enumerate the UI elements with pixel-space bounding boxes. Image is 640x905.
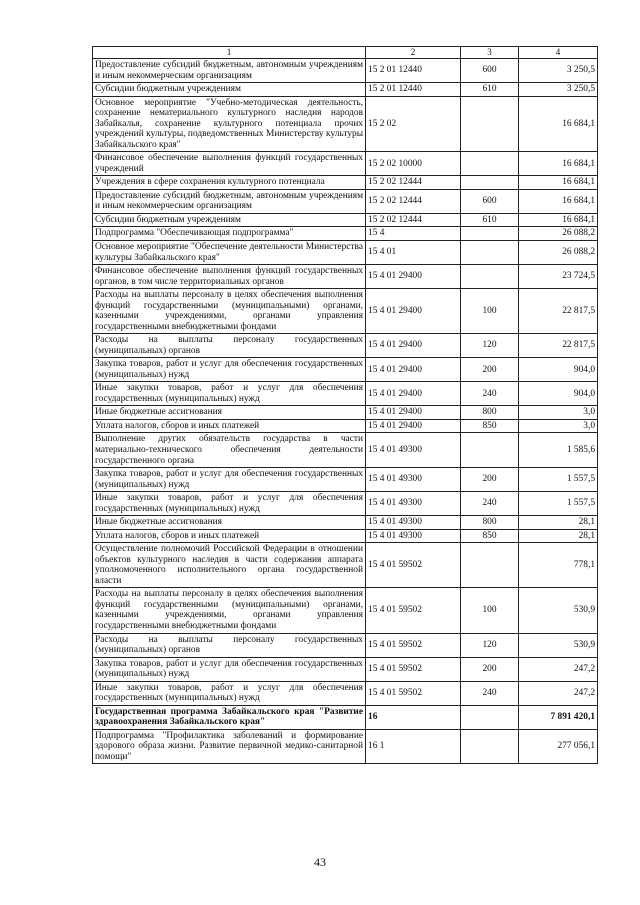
row-name-cell: Уплата налогов, сборов и иных платежей [93,419,366,433]
row-amount-cell: 16 684,1 [519,189,598,213]
row-name-cell: Расходы на выплаты персоналу государственных (муниципальных) органов [93,633,366,657]
row-type-cell: 100 [461,289,519,334]
row-type-cell: 610 [461,213,519,227]
row-amount-cell: 22 817,5 [519,334,598,358]
row-code-cell: 16 [366,705,461,729]
row-name-cell: Финансовое обеспечение выполнения функций государственных учреждений [93,152,366,176]
row-name-cell: Расходы на выплаты персоналу в целях обеспечения выполнения функций государственными (муниципальными) органами, казенными учреждениями, органами управления государственными внебюджетными фондами [93,588,366,633]
row-type-cell [461,96,519,152]
table-row [93,59,598,83]
table-row [93,289,598,334]
row-type-cell: 610 [461,83,519,97]
row-type-cell [461,176,519,190]
row-name-cell: Предоставление субсидий бюджетным, автономным учреждениям и иным некоммерческим организациям [93,189,366,213]
row-amount-cell: 22 817,5 [519,289,598,334]
row-code-cell: 15 4 01 59502 [366,657,461,681]
row-amount-cell: 28,1 [519,516,598,530]
row-amount-cell: 1 557,5 [519,492,598,516]
table-row [93,227,598,241]
row-name-cell: Иные бюджетные ассигнования [93,516,366,530]
row-code-cell: 15 4 01 49300 [366,492,461,516]
row-name-cell: Основное мероприятие "Обеспечение деятельности Министерства культуры Забайкальского края" [93,240,366,264]
row-type-cell [461,433,519,468]
row-code-cell: 15 4 01 29400 [366,382,461,406]
row-amount-cell: 247,2 [519,657,598,681]
table-row [93,406,598,420]
row-code-cell: 15 4 01 29400 [366,334,461,358]
row-type-cell [461,227,519,241]
row-name-cell: Субсидии бюджетным учреждениям [93,83,366,97]
row-name-cell: Учреждения в сфере сохранения культурного потенциала [93,176,366,190]
row-name-cell: Финансовое обеспечение выполнения функций государственных органов, в том числе территориальных органов [93,265,366,289]
row-type-cell: 240 [461,382,519,406]
row-type-cell: 800 [461,406,519,420]
row-name-cell: Иные закупки товаров, работ и услуг для обеспечения государственных (муниципальных) нужд [93,492,366,516]
row-code-cell: 15 4 01 59502 [366,681,461,705]
row-code-cell: 15 4 01 59502 [366,588,461,633]
table-row [93,265,598,289]
row-code-cell: 15 2 02 12444 [366,176,461,190]
row-type-cell: 120 [461,633,519,657]
row-type-cell [461,152,519,176]
row-name-cell: Осуществление полномочий Российской Федерации в отношении объектов культурного наследия в части содержания аппарата уполномоченного исполнительного органа государственной власти [93,543,366,588]
row-name-cell: Подпрограмма "Обеспечивающая подпрограмма" [93,227,366,241]
row-amount-cell: 3 250,5 [519,83,598,97]
row-code-cell: 15 2 01 12440 [366,83,461,97]
row-amount-cell: 247,2 [519,681,598,705]
row-code-cell: 15 4 01 59502 [366,633,461,657]
table-row [93,529,598,543]
row-amount-cell: 23 724,5 [519,265,598,289]
row-amount-cell: 7 891 420,1 [519,705,598,729]
row-name-cell: Расходы на выплаты персоналу в целях обеспечения выполнения функций государственными (муниципальными) органами, казенными учреждениями, органами управления государственными внебюджетными фондами [93,289,366,334]
row-type-cell: 240 [461,681,519,705]
row-amount-cell: 16 684,1 [519,96,598,152]
row-type-cell: 850 [461,529,519,543]
row-name-cell: Иные бюджетные ассигнования [93,406,366,420]
row-code-cell: 15 4 01 [366,240,461,264]
header-col-type: 3 [461,47,519,59]
table-row [93,433,598,468]
row-amount-cell: 904,0 [519,382,598,406]
row-type-cell: 200 [461,358,519,382]
row-code-cell: 15 2 02 12444 [366,189,461,213]
row-type-cell [461,729,519,764]
row-type-cell [461,240,519,264]
row-type-cell [461,265,519,289]
table-row [93,657,598,681]
row-type-cell: 800 [461,516,519,530]
table-row [93,382,598,406]
row-name-cell: Закупка товаров, работ и услуг для обеспечения государственных (муниципальных) нужд [93,358,366,382]
table-row [93,492,598,516]
row-type-cell: 200 [461,468,519,492]
page-number: 43 [314,855,326,869]
table-row [93,358,598,382]
row-amount-cell: 1 585,6 [519,433,598,468]
table-row [93,334,598,358]
table-row [93,176,598,190]
row-code-cell: 15 4 01 29400 [366,406,461,420]
table-row [93,588,598,633]
table-row [93,189,598,213]
row-type-cell [461,705,519,729]
header-col-code: 2 [366,47,461,59]
row-code-cell: 15 2 01 12440 [366,59,461,83]
row-type-cell: 600 [461,189,519,213]
table-row [93,240,598,264]
table-row [93,213,598,227]
row-code-cell: 16 1 [366,729,461,764]
row-code-cell: 15 4 01 29400 [366,419,461,433]
table-row [93,729,598,764]
table-row [93,468,598,492]
budget-table [92,46,598,764]
row-amount-cell: 26 088,2 [519,240,598,264]
row-code-cell: 15 4 01 49300 [366,433,461,468]
table-row [93,96,598,152]
row-type-cell: 200 [461,657,519,681]
row-type-cell: 240 [461,492,519,516]
row-amount-cell: 3,0 [519,419,598,433]
row-code-cell: 15 4 01 29400 [366,358,461,382]
row-amount-cell: 16 684,1 [519,213,598,227]
row-code-cell: 15 4 01 29400 [366,265,461,289]
table-row [93,705,598,729]
row-amount-cell: 26 088,2 [519,227,598,241]
row-name-cell: Иные закупки товаров, работ и услуг для обеспечения государственных (муниципальных) нужд [93,382,366,406]
row-amount-cell: 3,0 [519,406,598,420]
table-row [93,681,598,705]
row-name-cell: Закупка товаров, работ и услуг для обеспечения государственных (муниципальных) нужд [93,657,366,681]
row-amount-cell: 3 250,5 [519,59,598,83]
header-col-name: 1 [93,47,366,59]
row-code-cell: 15 2 02 [366,96,461,152]
row-name-cell: Государственная программа Забайкальского края "Развитие здравоохранения Забайкальского края" [93,705,366,729]
row-code-cell: 15 4 01 59502 [366,543,461,588]
row-name-cell: Субсидии бюджетным учреждениям [93,213,366,227]
row-amount-cell: 1 557,5 [519,468,598,492]
row-amount-cell: 277 056,1 [519,729,598,764]
row-amount-cell: 16 684,1 [519,152,598,176]
table-body [93,59,598,764]
row-name-cell: Основное мероприятие "Учебно-методическая деятельность, сохранение нематериального культурного наследия народов Забайкалья, сохранение культурного потенциала прочих учреждений культуры, подведомственных Министерству культуры Забайкальского края" [93,96,366,152]
row-name-cell: Предоставление субсидий бюджетным, автономным учреждениям и иным некоммерческим организациям [93,59,366,83]
table-row [93,633,598,657]
row-code-cell: 15 2 02 12444 [366,213,461,227]
row-code-cell: 15 4 01 29400 [366,289,461,334]
table-row [93,419,598,433]
row-amount-cell: 904,0 [519,358,598,382]
table-row [93,83,598,97]
row-name-cell: Уплата налогов, сборов и иных платежей [93,529,366,543]
row-name-cell: Подпрограмма "Профилактика заболеваний и формирование здорового образа жизни. Развитие первичной медико-санитарной помощи" [93,729,366,764]
row-type-cell: 850 [461,419,519,433]
table-row [93,152,598,176]
row-amount-cell: 778,1 [519,543,598,588]
row-name-cell: Иные закупки товаров, работ и услуг для обеспечения государственных (муниципальных) нужд [93,681,366,705]
table-row [93,516,598,530]
header-col-amount: 4 [519,47,598,59]
row-amount-cell: 16 684,1 [519,176,598,190]
row-amount-cell: 530,9 [519,633,598,657]
row-name-cell: Закупка товаров, работ и услуг для обеспечения государственных (муниципальных) нужд [93,468,366,492]
row-type-cell: 100 [461,588,519,633]
row-code-cell: 15 4 01 49300 [366,529,461,543]
row-type-cell: 600 [461,59,519,83]
row-type-cell: 120 [461,334,519,358]
header-row [93,47,598,59]
table-row [93,543,598,588]
row-type-cell [461,543,519,588]
row-code-cell: 15 2 02 10000 [366,152,461,176]
row-code-cell: 15 4 [366,227,461,241]
row-name-cell: Расходы на выплаты персоналу государственных (муниципальных) органов [93,334,366,358]
row-code-cell: 15 4 01 49300 [366,468,461,492]
row-amount-cell: 530,9 [519,588,598,633]
row-code-cell: 15 4 01 49300 [366,516,461,530]
row-name-cell: Выполнение других обязательств государства в части материально-технического обеспечения деятельности государственного органа [93,433,366,468]
row-amount-cell: 28,1 [519,529,598,543]
